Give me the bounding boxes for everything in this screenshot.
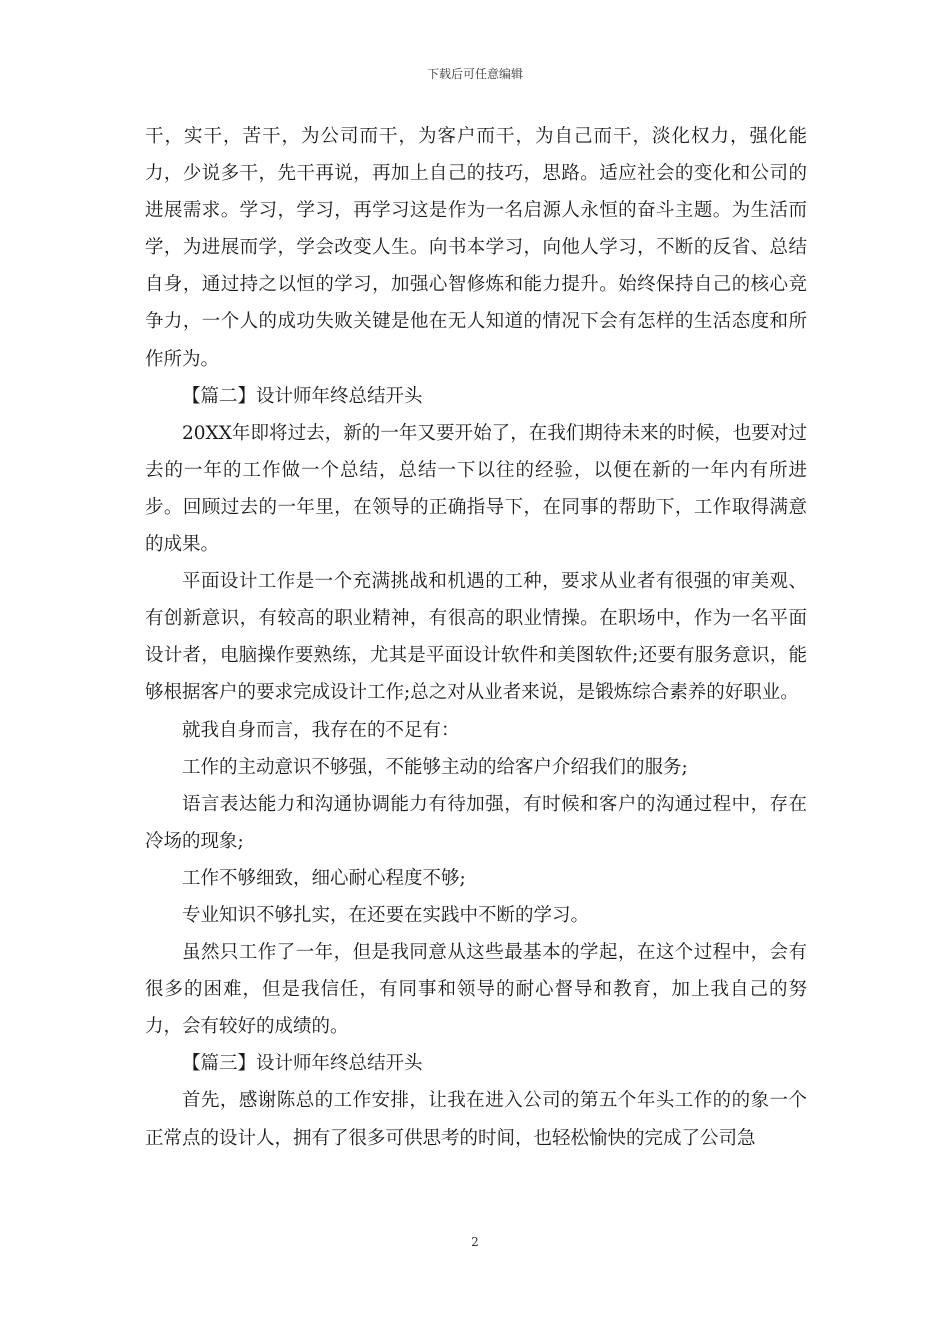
body-paragraph: 首先，感谢陈总的工作安排，让我在进入公司的第五个年头工作的的象一个正常点的设计人，拥有了很多可供思考的时间，也轻松愉快的完成了公司急 [145,1090,807,1149]
page-footer [0,1234,950,1250]
page-number: 2 [471,1235,479,1249]
body-paragraph: 20XX年即将过去，新的一年又要开始了，在我们期待未来的时候，也要对过去的一年的工作做一个总结，总结一下以往的经验，以便在新的一年内有所进步。回顾过去的一年里，在领导的正确指导下，在同事的帮助下，工作取得满意的成果。 [145,422,807,556]
section-heading-part-two: 【篇二】设计师年终总结开头 [182,385,423,407]
document-body [145,118,807,1157]
body-paragraph: 就我自身而言，我存在的不足有： [182,719,460,741]
body-paragraph: 干，实干，苦干，为公司而干，为客户而干，为自己而干，淡化权力，强化能力，少说多干，先干再说，再加上自己的技巧，思路。适应社会的变化和公司的进展需求。学习，学习，再学习这是作为一名启源人永恒的奋斗主题。为生活而学，为进展而学，学会改变人生。向书本学习，向他人学习，不断的反省、总结自身，通过持之以恒的学习，加强心智修炼和能力提升。始终保持自己的核心竞争力，一个人的成功失败关键是他在无人知道的情况下会有怎样的生活态度和所作所为。 [145,126,807,370]
page-header [0,66,950,82]
list-paragraph: 语言表达能力和沟通协调能力有待加强，有时候和客户的沟通过程中，存在冷场的现象; [145,793,807,852]
header-note: 下载后可任意编辑 [426,67,523,81]
body-paragraph: 虽然只工作了一年，但是我同意从这些最基本的学起，在这个过程中，会有很多的困难，但是我信任，有同事和领导的耐心督导和教育，加上我自己的努力，会有较好的成绩的。 [145,942,807,1038]
section-heading-part-three: 【篇三】设计师年终总结开头 [182,1053,423,1075]
body-paragraph: 平面设计工作是一个充满挑战和机遇的工种，要求从业者有很强的审美观、有创新意识，有较高的职业精神，有很高的职业情操。在职场中，作为一名平面设计者，电脑操作要熟练，尤其是平面设计软件和美图软件;还要有服务意识，能够根据客户的要求完成设计工作;总之对从业者来说，是锻炼综合素养的好职业。 [145,571,807,704]
list-paragraph: 专业知识不够扎实，在还要在实践中不断的学习。 [182,904,590,926]
list-paragraph: 工作不够细致，细心耐心程度不够; [182,867,466,889]
list-paragraph: 工作的主动意识不够强，不能够主动的给客户介绍我们的服务; [182,756,688,778]
